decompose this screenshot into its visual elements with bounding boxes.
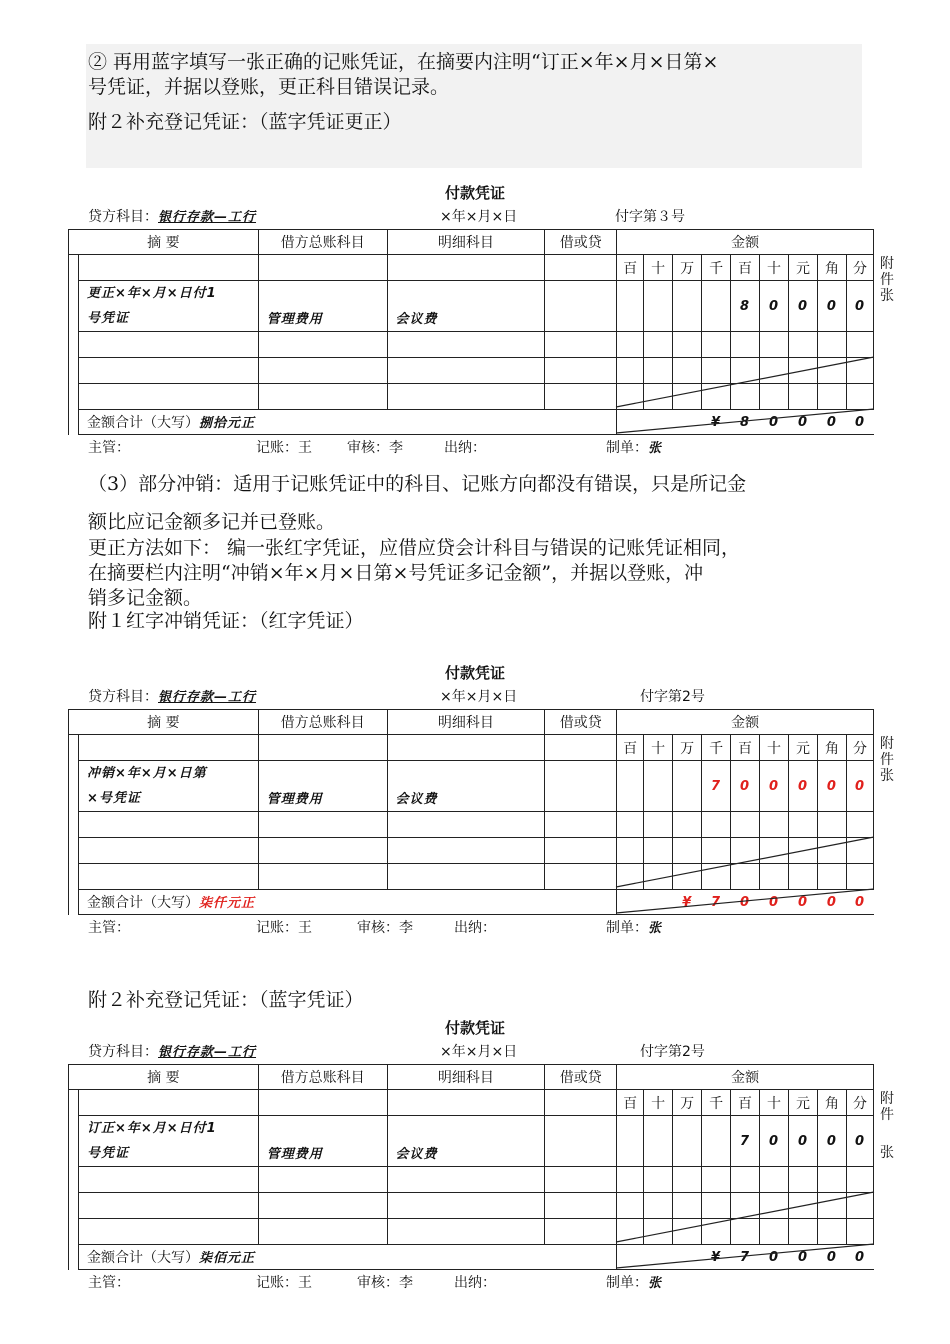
voucher-number: 付字第2号: [640, 1044, 705, 1060]
amount-digit: 0: [760, 1116, 789, 1167]
digit-header: 分: [846, 1090, 873, 1116]
total-digit: 0: [731, 890, 760, 915]
preparer: [606, 917, 662, 937]
digit-header: 十: [644, 255, 673, 281]
attach-char-3: 张: [880, 768, 894, 784]
cashier: 出纳：: [454, 920, 496, 936]
amount-digit: 0: [788, 761, 817, 812]
digit-header: 千: [702, 255, 731, 281]
cashier: 出纳：: [444, 440, 486, 456]
general-account: 管理费用: [258, 761, 387, 812]
digit-header: 万: [673, 255, 702, 281]
digit-header: 万: [673, 1090, 702, 1116]
strike-lines: [68, 1064, 876, 1274]
summary-line-2: 号凭证: [86, 311, 129, 326]
preparer-name: 张: [648, 441, 663, 456]
intro-line-1: ② 再用蓝字填写一张正确的记账凭证，在摘要内注明“订正×年×月×日第×: [88, 51, 719, 73]
amount-digit: 7: [731, 1116, 760, 1167]
strike-line-total: [616, 889, 874, 913]
digit-header: 百: [617, 1090, 644, 1116]
credit-account-value: 银行存款—工行: [158, 210, 257, 225]
preparer: [606, 437, 662, 457]
total-digit: ¥: [702, 410, 731, 435]
credit-account: [88, 1041, 256, 1061]
amount-digit: 0: [846, 281, 873, 332]
cashier: 出纳：: [454, 1275, 496, 1291]
detail-account: 会议费: [387, 1116, 545, 1167]
total-digit: 0: [846, 1245, 873, 1270]
total-digit: 0: [788, 1245, 817, 1270]
digit-header: 角: [817, 735, 846, 761]
digit-header: 十: [760, 735, 789, 761]
digit-header: 十: [760, 255, 789, 281]
section3-line-5: 销多记金额。: [88, 587, 203, 609]
preparer-name: 张: [648, 1276, 663, 1291]
total-digit: ¥: [702, 1245, 731, 1270]
general-account: 管理费用: [258, 1116, 387, 1167]
preparer: [606, 1272, 662, 1292]
digit-header: 百: [617, 255, 644, 281]
total-label: 金额合计（大写）: [86, 895, 199, 911]
total-digit: 7: [702, 890, 731, 915]
digit-header: 分: [846, 735, 873, 761]
total-words: 柒佰元正: [198, 1251, 255, 1266]
digit-header: 分: [846, 255, 873, 281]
col-summary: 摘 要: [69, 1065, 259, 1090]
digit-header: 十: [760, 1090, 789, 1116]
attach-char-3: 张: [880, 288, 894, 304]
credit-label: 贷方科目：: [88, 1044, 158, 1060]
digit-header: 元: [788, 735, 817, 761]
voucher-date: ×年×月×日: [440, 689, 518, 705]
col-general: 借方总账科目: [258, 230, 387, 255]
supervisor: 主管：: [88, 920, 130, 936]
attach-char-1: 附: [880, 736, 894, 752]
section3-line-3: 更正方法如下： 编一张红字凭证，应借应贷会计科目与错误的记账凭证相同，: [88, 537, 741, 559]
amount-digit: 8: [731, 281, 760, 332]
total-digit: 0: [760, 1245, 789, 1270]
total-digit: 7: [731, 1245, 760, 1270]
digit-header: 角: [817, 255, 846, 281]
strike-line-total: [616, 1244, 874, 1268]
preparer-label: 制单：: [606, 440, 648, 456]
col-amount: 金额: [617, 710, 874, 735]
preparer-label: 制单：: [606, 1275, 648, 1291]
summary-line-1: 更正×年×月×日付1: [86, 286, 217, 301]
total-label: 金额合计（大写）: [86, 1250, 199, 1266]
total-digit: 0: [817, 1245, 846, 1270]
total-words: 捌拾元正: [198, 416, 255, 431]
summary-line-1: 冲销×年×月×日第: [86, 766, 207, 781]
section3-line-1: （3）部分冲销：适用于记账凭证中的科目、记账方向都没有错误，只是所记金: [88, 473, 747, 495]
strike-line-body: [616, 837, 874, 887]
total-digit: ¥: [673, 890, 702, 915]
reviewer: 审核：李: [357, 1275, 413, 1291]
credit-account-value: 银行存款—工行: [158, 690, 257, 705]
col-detail: 明细科目: [387, 710, 545, 735]
voucher-date: ×年×月×日: [440, 209, 518, 225]
preparer-name: 张: [648, 921, 663, 936]
supervisor: 主管：: [88, 440, 130, 456]
attach-char-1: 附: [880, 256, 894, 272]
col-detail: 明细科目: [387, 1065, 545, 1090]
amount-digit: 0: [817, 761, 846, 812]
amount-digit: 0: [788, 281, 817, 332]
section3-line-6: 附１红字冲销凭证：（红字凭证）: [88, 610, 364, 632]
summary-line-2: ×号凭证: [86, 791, 141, 806]
attachment-label: [880, 736, 900, 784]
strike-line-total: [616, 409, 874, 433]
detail-account: 会议费: [387, 761, 545, 812]
col-dc: 借或贷: [545, 230, 617, 255]
voucher-title: 付款凭证: [444, 184, 505, 202]
attachment-label: [880, 1091, 900, 1161]
voucher-title: 付款凭证: [444, 664, 505, 682]
col-general: 借方总账科目: [258, 1065, 387, 1090]
digit-header: 百: [731, 255, 760, 281]
col-amount: 金额: [617, 230, 874, 255]
amount-digit: 7: [702, 761, 731, 812]
total-digit: 0: [760, 410, 789, 435]
col-amount: 金额: [617, 1065, 874, 1090]
total-digit: 0: [817, 890, 846, 915]
section3-line-2: 额比应记金额多记并已登账。: [88, 511, 336, 533]
total-digit: 0: [788, 890, 817, 915]
section3-line-4: 在摘要栏内注明“冲销×年×月×日第×号凭证多记金额”，并据以登账，冲: [88, 562, 704, 584]
digit-header: 百: [731, 1090, 760, 1116]
digit-header: 元: [788, 1090, 817, 1116]
attach-char-2: 件: [880, 1107, 894, 1123]
reviewer: 审核：李: [347, 440, 403, 456]
summary-line-1: 订正×年×月×日付1: [86, 1121, 217, 1136]
total-digit: 0: [846, 890, 873, 915]
bookkeeper: 记账：王: [256, 1275, 312, 1291]
digit-header: 元: [788, 255, 817, 281]
detail-account: 会议费: [387, 281, 545, 332]
amount-digit: 0: [731, 761, 760, 812]
reviewer: 审核：李: [357, 920, 413, 936]
credit-account: [88, 686, 256, 706]
col-summary: 摘 要: [69, 230, 259, 255]
amount-digit: 0: [817, 281, 846, 332]
credit-account: [88, 206, 256, 226]
amount-digit: 0: [817, 1116, 846, 1167]
preparer-label: 制单：: [606, 920, 648, 936]
digit-header: 角: [817, 1090, 846, 1116]
total-digit: 0: [760, 890, 789, 915]
summary-line-2: 号凭证: [86, 1146, 129, 1161]
strike-line-body: [616, 357, 874, 407]
strike-lines: [68, 229, 876, 439]
total-label: 金额合计（大写）: [86, 415, 199, 431]
amount-digit: 0: [846, 1116, 873, 1167]
col-dc: 借或贷: [545, 1065, 617, 1090]
digit-header: 百: [617, 735, 644, 761]
attachment-label: [880, 256, 900, 304]
digit-header: 万: [673, 735, 702, 761]
amount-digit: 0: [788, 1116, 817, 1167]
total-digit: 0: [788, 410, 817, 435]
total-digit: 0: [846, 410, 873, 435]
bookkeeper: 记账：王: [256, 440, 312, 456]
attach-char-2: 件: [880, 752, 894, 768]
general-account: 管理费用: [258, 281, 387, 332]
col-detail: 明细科目: [387, 230, 545, 255]
attach-char-1: 附: [880, 1091, 894, 1107]
attach-char-3: 张: [880, 1145, 894, 1161]
amount-digit: 0: [846, 761, 873, 812]
amount-digit: 0: [760, 761, 789, 812]
strike-lines: [68, 709, 876, 919]
total-digit: 0: [817, 410, 846, 435]
total-words: 柒仟元正: [198, 896, 255, 911]
digit-header: 十: [644, 735, 673, 761]
intro-line-3: 附２补充登记凭证：（蓝字凭证更正）: [88, 111, 402, 133]
strike-line-body: [616, 1192, 874, 1242]
supervisor: 主管：: [88, 1275, 130, 1291]
intro-line-2: 号凭证，并据以登账，更正科目错误记录。: [88, 76, 450, 98]
section3-line-7: 附２补充登记凭证：（蓝字凭证）: [88, 989, 364, 1011]
credit-label: 贷方科目：: [88, 209, 158, 225]
attach-char-2: 件: [880, 272, 894, 288]
digit-header: 千: [702, 735, 731, 761]
digit-header: 千: [702, 1090, 731, 1116]
credit-account-value: 银行存款—工行: [158, 1045, 257, 1060]
col-dc: 借或贷: [545, 710, 617, 735]
digit-header: 十: [644, 1090, 673, 1116]
col-summary: 摘 要: [69, 710, 259, 735]
voucher-title: 付款凭证: [444, 1019, 505, 1037]
voucher-date: ×年×月×日: [440, 1044, 518, 1060]
amount-digit: 0: [760, 281, 789, 332]
voucher-number: 付字第2号: [640, 689, 705, 705]
col-general: 借方总账科目: [258, 710, 387, 735]
digit-header: 百: [731, 735, 760, 761]
total-digit: 8: [731, 410, 760, 435]
voucher-number: 付字第３号: [615, 209, 685, 225]
credit-label: 贷方科目：: [88, 689, 158, 705]
bookkeeper: 记账：王: [256, 920, 312, 936]
